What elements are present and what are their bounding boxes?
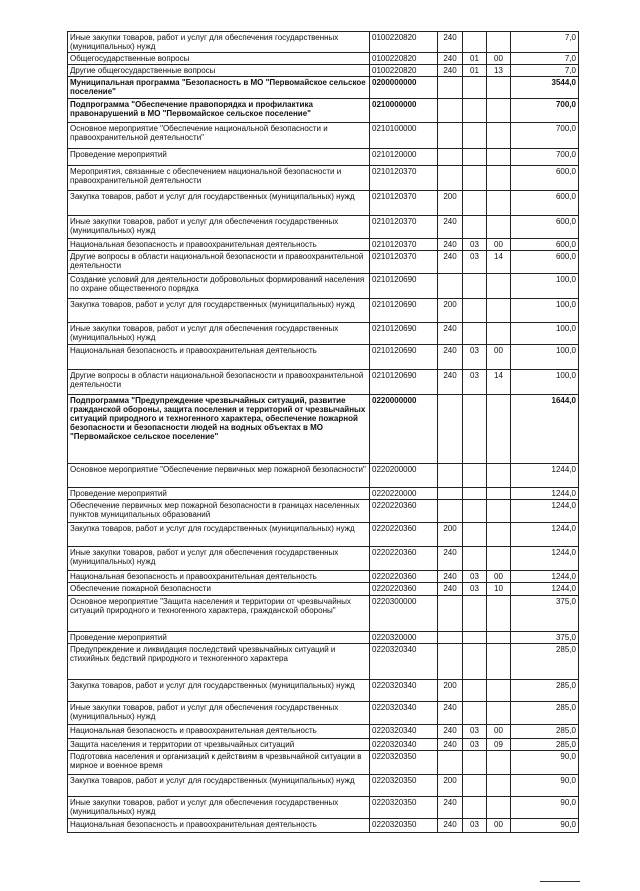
row-code-cell: 0100220820 <box>370 32 438 53</box>
row-name-cell: Закупка товаров, работ и услуг для государственных (муниципальных) нужд <box>68 191 370 216</box>
row-pr-cell <box>487 751 511 775</box>
table-row <box>68 571 579 583</box>
table-row <box>68 797 579 819</box>
row-code-cell: 0220320340 <box>370 702 438 725</box>
table-row <box>68 239 579 251</box>
row-rz-cell <box>463 216 487 239</box>
row-pr-cell <box>487 644 511 680</box>
row-name-cell: Подпрограмма "Обеспечение правопорядка и профилактика правонарушений в МО "Первомайское сельское поселение" <box>68 99 370 123</box>
row-vr-cell <box>438 149 463 166</box>
row-pr-cell <box>487 464 511 488</box>
row-vr-cell: 240 <box>438 725 463 739</box>
row-name-cell: Проведение мероприятий <box>68 488 370 500</box>
row-code-cell: 0220220000 <box>370 488 438 500</box>
row-sum-cell: 90,0 <box>511 775 579 797</box>
row-vr-cell <box>438 500 463 523</box>
row-code-cell: 0220220360 <box>370 523 438 547</box>
row-pr-cell <box>487 166 511 191</box>
row-vr-cell: 240 <box>438 702 463 725</box>
row-rz-cell <box>463 547 487 571</box>
row-sum-cell: 1244,0 <box>511 547 579 571</box>
table-row <box>68 488 579 500</box>
row-pr-cell <box>487 702 511 725</box>
row-code-cell: 0210120370 <box>370 251 438 274</box>
row-rz-cell <box>463 395 487 464</box>
table-row <box>68 99 579 123</box>
row-code-cell: 0220320350 <box>370 819 438 833</box>
table-row <box>68 166 579 191</box>
row-code-cell: 0220320350 <box>370 775 438 797</box>
table-row <box>68 149 579 166</box>
row-sum-cell: 375,0 <box>511 596 579 632</box>
row-vr-cell: 240 <box>438 571 463 583</box>
table-row <box>68 632 579 644</box>
row-name-cell: Иные закупки товаров, работ и услуг для обеспечения государственных (муниципальных) нужд <box>68 702 370 725</box>
row-sum-cell: 600,0 <box>511 191 579 216</box>
row-rz-cell <box>463 775 487 797</box>
footer-rule <box>540 881 580 882</box>
row-vr-cell: 240 <box>438 239 463 251</box>
row-name-cell: Национальная безопасность и правоохранительная деятельность <box>68 345 370 370</box>
table-row <box>68 547 579 571</box>
row-pr-cell <box>487 680 511 702</box>
row-pr-cell: 00 <box>487 725 511 739</box>
table-row <box>68 53 579 65</box>
row-sum-cell: 100,0 <box>511 345 579 370</box>
row-code-cell: 0210120370 <box>370 191 438 216</box>
row-sum-cell: 1644,0 <box>511 395 579 464</box>
row-name-cell: Основное мероприятие "Обеспечение первичных мер пожарной безопасности" <box>68 464 370 488</box>
row-pr-cell <box>487 99 511 123</box>
row-code-cell: 0210120690 <box>370 274 438 299</box>
table-row <box>68 345 579 370</box>
table-row <box>68 123 579 149</box>
row-vr-cell: 200 <box>438 680 463 702</box>
row-name-cell: Обеспечение пожарной безопасности <box>68 583 370 596</box>
row-name-cell: Подготовка населения и организаций к действиям в чрезвычайной ситуации в мирное и военное время <box>68 751 370 775</box>
table-row <box>68 596 579 632</box>
row-pr-cell <box>487 149 511 166</box>
row-rz-cell: 01 <box>463 53 487 65</box>
row-rz-cell: 03 <box>463 239 487 251</box>
row-code-cell: 0210120690 <box>370 323 438 345</box>
row-name-cell: Общегосударственные вопросы <box>68 53 370 65</box>
row-vr-cell: 240 <box>438 32 463 53</box>
row-code-cell: 0220320340 <box>370 680 438 702</box>
row-rz-cell: 03 <box>463 819 487 833</box>
row-name-cell: Национальная безопасность и правоохранительная деятельность <box>68 819 370 833</box>
row-code-cell: 0220300000 <box>370 596 438 632</box>
row-code-cell: 0200000000 <box>370 77 438 99</box>
row-name-cell: Иные закупки товаров, работ и услуг для обеспечения государственных (муниципальных) нужд <box>68 547 370 571</box>
row-vr-cell: 240 <box>438 216 463 239</box>
row-rz-cell <box>463 464 487 488</box>
row-name-cell: Закупка товаров, работ и услуг для государственных (муниципальных) нужд <box>68 680 370 702</box>
row-pr-cell <box>487 323 511 345</box>
row-rz-cell <box>463 680 487 702</box>
row-code-cell: 0100220820 <box>370 65 438 77</box>
table-row <box>68 395 579 464</box>
row-name-cell: Иные закупки товаров, работ и услуг для обеспечения государственных (муниципальных) нужд <box>68 797 370 819</box>
row-name-cell: Создание условий для деятельности добровольных формирований населения по охране общественного порядка <box>68 274 370 299</box>
row-rz-cell: 01 <box>463 65 487 77</box>
row-code-cell: 0220320350 <box>370 797 438 819</box>
row-code-cell: 0220220360 <box>370 547 438 571</box>
row-sum-cell: 1244,0 <box>511 583 579 596</box>
row-vr-cell: 240 <box>438 819 463 833</box>
row-pr-cell <box>487 523 511 547</box>
row-name-cell: Иные закупки товаров, работ и услуг для обеспечения государственных (муниципальных) нужд <box>68 323 370 345</box>
row-code-cell: 0220220360 <box>370 571 438 583</box>
row-sum-cell: 7,0 <box>511 65 579 77</box>
row-vr-cell <box>438 99 463 123</box>
table-row <box>68 216 579 239</box>
row-rz-cell <box>463 644 487 680</box>
row-rz-cell <box>463 191 487 216</box>
row-name-cell: Муниципальная программа "Безопасность в МО "Первомайское сельское поселение" <box>68 77 370 99</box>
row-sum-cell: 600,0 <box>511 166 579 191</box>
table-row <box>68 464 579 488</box>
row-rz-cell <box>463 99 487 123</box>
row-pr-cell <box>487 274 511 299</box>
row-sum-cell: 285,0 <box>511 702 579 725</box>
row-code-cell: 0220200000 <box>370 464 438 488</box>
row-code-cell: 0210120370 <box>370 166 438 191</box>
row-sum-cell: 600,0 <box>511 251 579 274</box>
row-name-cell: Проведение мероприятий <box>68 149 370 166</box>
row-vr-cell <box>438 644 463 680</box>
row-rz-cell <box>463 166 487 191</box>
row-pr-cell <box>487 775 511 797</box>
row-rz-cell <box>463 500 487 523</box>
row-vr-cell <box>438 395 463 464</box>
row-rz-cell <box>463 123 487 149</box>
row-code-cell: 0210120370 <box>370 216 438 239</box>
table-row <box>68 680 579 702</box>
row-vr-cell: 240 <box>438 739 463 751</box>
row-pr-cell <box>487 797 511 819</box>
row-name-cell: Другие общегосударственные вопросы <box>68 65 370 77</box>
row-sum-cell: 1244,0 <box>511 464 579 488</box>
row-pr-cell: 00 <box>487 53 511 65</box>
table-row <box>68 644 579 680</box>
row-sum-cell: 700,0 <box>511 99 579 123</box>
row-rz-cell <box>463 702 487 725</box>
table-row <box>68 775 579 797</box>
row-code-cell: 0220320340 <box>370 725 438 739</box>
table-row <box>68 323 579 345</box>
table-row <box>68 251 579 274</box>
row-name-cell: Иные закупки товаров, работ и услуг для обеспечения государственных (муниципальных) нужд <box>68 32 370 53</box>
row-code-cell: 0220220360 <box>370 583 438 596</box>
row-pr-cell <box>487 596 511 632</box>
row-sum-cell: 90,0 <box>511 751 579 775</box>
table-row <box>68 583 579 596</box>
row-vr-cell <box>438 751 463 775</box>
row-pr-cell <box>487 191 511 216</box>
table-row <box>68 500 579 523</box>
row-name-cell: Основное мероприятие "Защита населения и территории от чрезвычайных ситуаций природного и техногенного характера, гражданской обороны" <box>68 596 370 632</box>
row-vr-cell <box>438 123 463 149</box>
table-row <box>68 819 579 833</box>
row-vr-cell: 240 <box>438 797 463 819</box>
row-rz-cell <box>463 488 487 500</box>
row-vr-cell <box>438 166 463 191</box>
row-rz-cell <box>463 77 487 99</box>
row-sum-cell: 285,0 <box>511 644 579 680</box>
row-vr-cell: 200 <box>438 299 463 323</box>
row-rz-cell <box>463 274 487 299</box>
row-vr-cell <box>438 596 463 632</box>
row-code-cell: 0210120690 <box>370 345 438 370</box>
row-vr-cell <box>438 632 463 644</box>
row-name-cell: Закупка товаров, работ и услуг для государственных (муниципальных) нужд <box>68 775 370 797</box>
row-rz-cell: 03 <box>463 725 487 739</box>
row-pr-cell <box>487 547 511 571</box>
row-code-cell: 0220320000 <box>370 632 438 644</box>
table-row <box>68 702 579 725</box>
row-vr-cell: 200 <box>438 191 463 216</box>
table-row <box>68 77 579 99</box>
row-name-cell: Основное мероприятие "Обеспечение национальной безопасности и правоохранительной деятельности" <box>68 123 370 149</box>
row-sum-cell: 90,0 <box>511 797 579 819</box>
row-code-cell: 0220320350 <box>370 751 438 775</box>
row-pr-cell: 10 <box>487 583 511 596</box>
row-sum-cell: 1244,0 <box>511 500 579 523</box>
row-rz-cell: 03 <box>463 739 487 751</box>
table-row <box>68 32 579 53</box>
row-pr-cell <box>487 123 511 149</box>
row-rz-cell <box>463 751 487 775</box>
row-rz-cell <box>463 299 487 323</box>
row-vr-cell: 240 <box>438 583 463 596</box>
table-row <box>68 523 579 547</box>
row-pr-cell: 00 <box>487 345 511 370</box>
table-row <box>68 739 579 751</box>
row-sum-cell: 7,0 <box>511 53 579 65</box>
row-name-cell: Закупка товаров, работ и услуг для государственных (муниципальных) нужд <box>68 523 370 547</box>
table-row <box>68 299 579 323</box>
row-sum-cell: 100,0 <box>511 323 579 345</box>
row-code-cell: 0210120370 <box>370 239 438 251</box>
row-code-cell: 0210100000 <box>370 123 438 149</box>
row-name-cell: Национальная безопасность и правоохранительная деятельность <box>68 239 370 251</box>
row-rz-cell <box>463 632 487 644</box>
row-code-cell: 0220220360 <box>370 500 438 523</box>
row-rz-cell <box>463 523 487 547</box>
row-vr-cell: 240 <box>438 323 463 345</box>
row-sum-cell: 90,0 <box>511 819 579 833</box>
row-rz-cell <box>463 797 487 819</box>
row-pr-cell: 14 <box>487 251 511 274</box>
row-sum-cell: 700,0 <box>511 123 579 149</box>
row-vr-cell: 240 <box>438 345 463 370</box>
row-sum-cell: 7,0 <box>511 32 579 53</box>
table-row <box>68 725 579 739</box>
row-vr-cell: 240 <box>438 251 463 274</box>
row-vr-cell: 240 <box>438 370 463 395</box>
row-name-cell: Другие вопросы в области национальной безопасности и правоохранительной деятельности <box>68 251 370 274</box>
row-code-cell: 0220320340 <box>370 739 438 751</box>
row-code-cell: 0220320340 <box>370 644 438 680</box>
row-pr-cell: 00 <box>487 239 511 251</box>
row-vr-cell <box>438 488 463 500</box>
row-name-cell: Иные закупки товаров, работ и услуг для обеспечения государственных (муниципальных) нужд <box>68 216 370 239</box>
row-sum-cell: 285,0 <box>511 739 579 751</box>
row-pr-cell: 09 <box>487 739 511 751</box>
row-sum-cell: 1244,0 <box>511 571 579 583</box>
table-row <box>68 191 579 216</box>
row-vr-cell: 200 <box>438 775 463 797</box>
row-sum-cell: 1244,0 <box>511 523 579 547</box>
row-pr-cell <box>487 32 511 53</box>
row-rz-cell <box>463 149 487 166</box>
row-sum-cell: 1244,0 <box>511 488 579 500</box>
budget-table <box>67 31 579 833</box>
budget-table-body <box>68 32 579 833</box>
row-pr-cell: 14 <box>487 370 511 395</box>
row-pr-cell <box>487 395 511 464</box>
row-code-cell: 0210120690 <box>370 299 438 323</box>
row-pr-cell <box>487 500 511 523</box>
row-sum-cell: 285,0 <box>511 680 579 702</box>
row-name-cell: Мероприятия, связанные с обеспечением национальной безопасности и правоохранительной деятельности <box>68 166 370 191</box>
table-row <box>68 65 579 77</box>
row-name-cell: Защита населения и территории от чрезвычайных ситуаций <box>68 739 370 751</box>
row-rz-cell: 03 <box>463 370 487 395</box>
row-code-cell: 0220000000 <box>370 395 438 464</box>
row-rz-cell <box>463 596 487 632</box>
row-sum-cell: 100,0 <box>511 370 579 395</box>
row-name-cell: Обеспечение первичных мер пожарной безопасности в границах населенных пунктов муниципальных образований <box>68 500 370 523</box>
row-pr-cell <box>487 632 511 644</box>
row-pr-cell: 00 <box>487 571 511 583</box>
row-code-cell: 0100220820 <box>370 53 438 65</box>
row-pr-cell <box>487 488 511 500</box>
table-row <box>68 274 579 299</box>
row-vr-cell <box>438 274 463 299</box>
row-code-cell: 0210120690 <box>370 370 438 395</box>
table-row <box>68 370 579 395</box>
row-rz-cell <box>463 323 487 345</box>
row-name-cell: Предупреждение и ликвидация последствий чрезвычайных ситуаций и стихийных бедствий природного и техногенного характера <box>68 644 370 680</box>
row-rz-cell: 03 <box>463 345 487 370</box>
row-rz-cell: 03 <box>463 571 487 583</box>
row-pr-cell: 13 <box>487 65 511 77</box>
row-code-cell: 0210000000 <box>370 99 438 123</box>
row-rz-cell <box>463 32 487 53</box>
row-name-cell: Национальная безопасность и правоохранительная деятельность <box>68 725 370 739</box>
table-row <box>68 751 579 775</box>
row-sum-cell: 100,0 <box>511 274 579 299</box>
row-pr-cell <box>487 77 511 99</box>
row-name-cell: Проведение мероприятий <box>68 632 370 644</box>
row-sum-cell: 375,0 <box>511 632 579 644</box>
row-code-cell: 0210120000 <box>370 149 438 166</box>
row-sum-cell: 3544,0 <box>511 77 579 99</box>
row-pr-cell <box>487 216 511 239</box>
row-pr-cell: 00 <box>487 819 511 833</box>
row-name-cell: Закупка товаров, работ и услуг для государственных (муниципальных) нужд <box>68 299 370 323</box>
row-sum-cell: 600,0 <box>511 239 579 251</box>
row-vr-cell: 240 <box>438 65 463 77</box>
row-vr-cell: 200 <box>438 523 463 547</box>
row-rz-cell: 03 <box>463 251 487 274</box>
row-name-cell: Национальная безопасность и правоохранительная деятельность <box>68 571 370 583</box>
row-pr-cell <box>487 299 511 323</box>
row-sum-cell: 285,0 <box>511 725 579 739</box>
row-name-cell: Другие вопросы в области национальной безопасности и правоохранительной деятельности <box>68 370 370 395</box>
row-vr-cell: 240 <box>438 547 463 571</box>
row-rz-cell: 03 <box>463 583 487 596</box>
row-sum-cell: 600,0 <box>511 216 579 239</box>
row-vr-cell <box>438 77 463 99</box>
row-vr-cell: 240 <box>438 53 463 65</box>
row-vr-cell <box>438 464 463 488</box>
row-sum-cell: 700,0 <box>511 149 579 166</box>
row-sum-cell: 100,0 <box>511 299 579 323</box>
row-name-cell: Подпрограмма "Предупреждение чрезвычайных ситуаций, развитие гражданской обороны, защита поселения и территорий от чрезвычайных ситуаций природного и техногенного характера, обеспечение пожарной безопасности и безопасности людей на водных объектах в МО "Первомайское сельское поселение" <box>68 395 370 464</box>
